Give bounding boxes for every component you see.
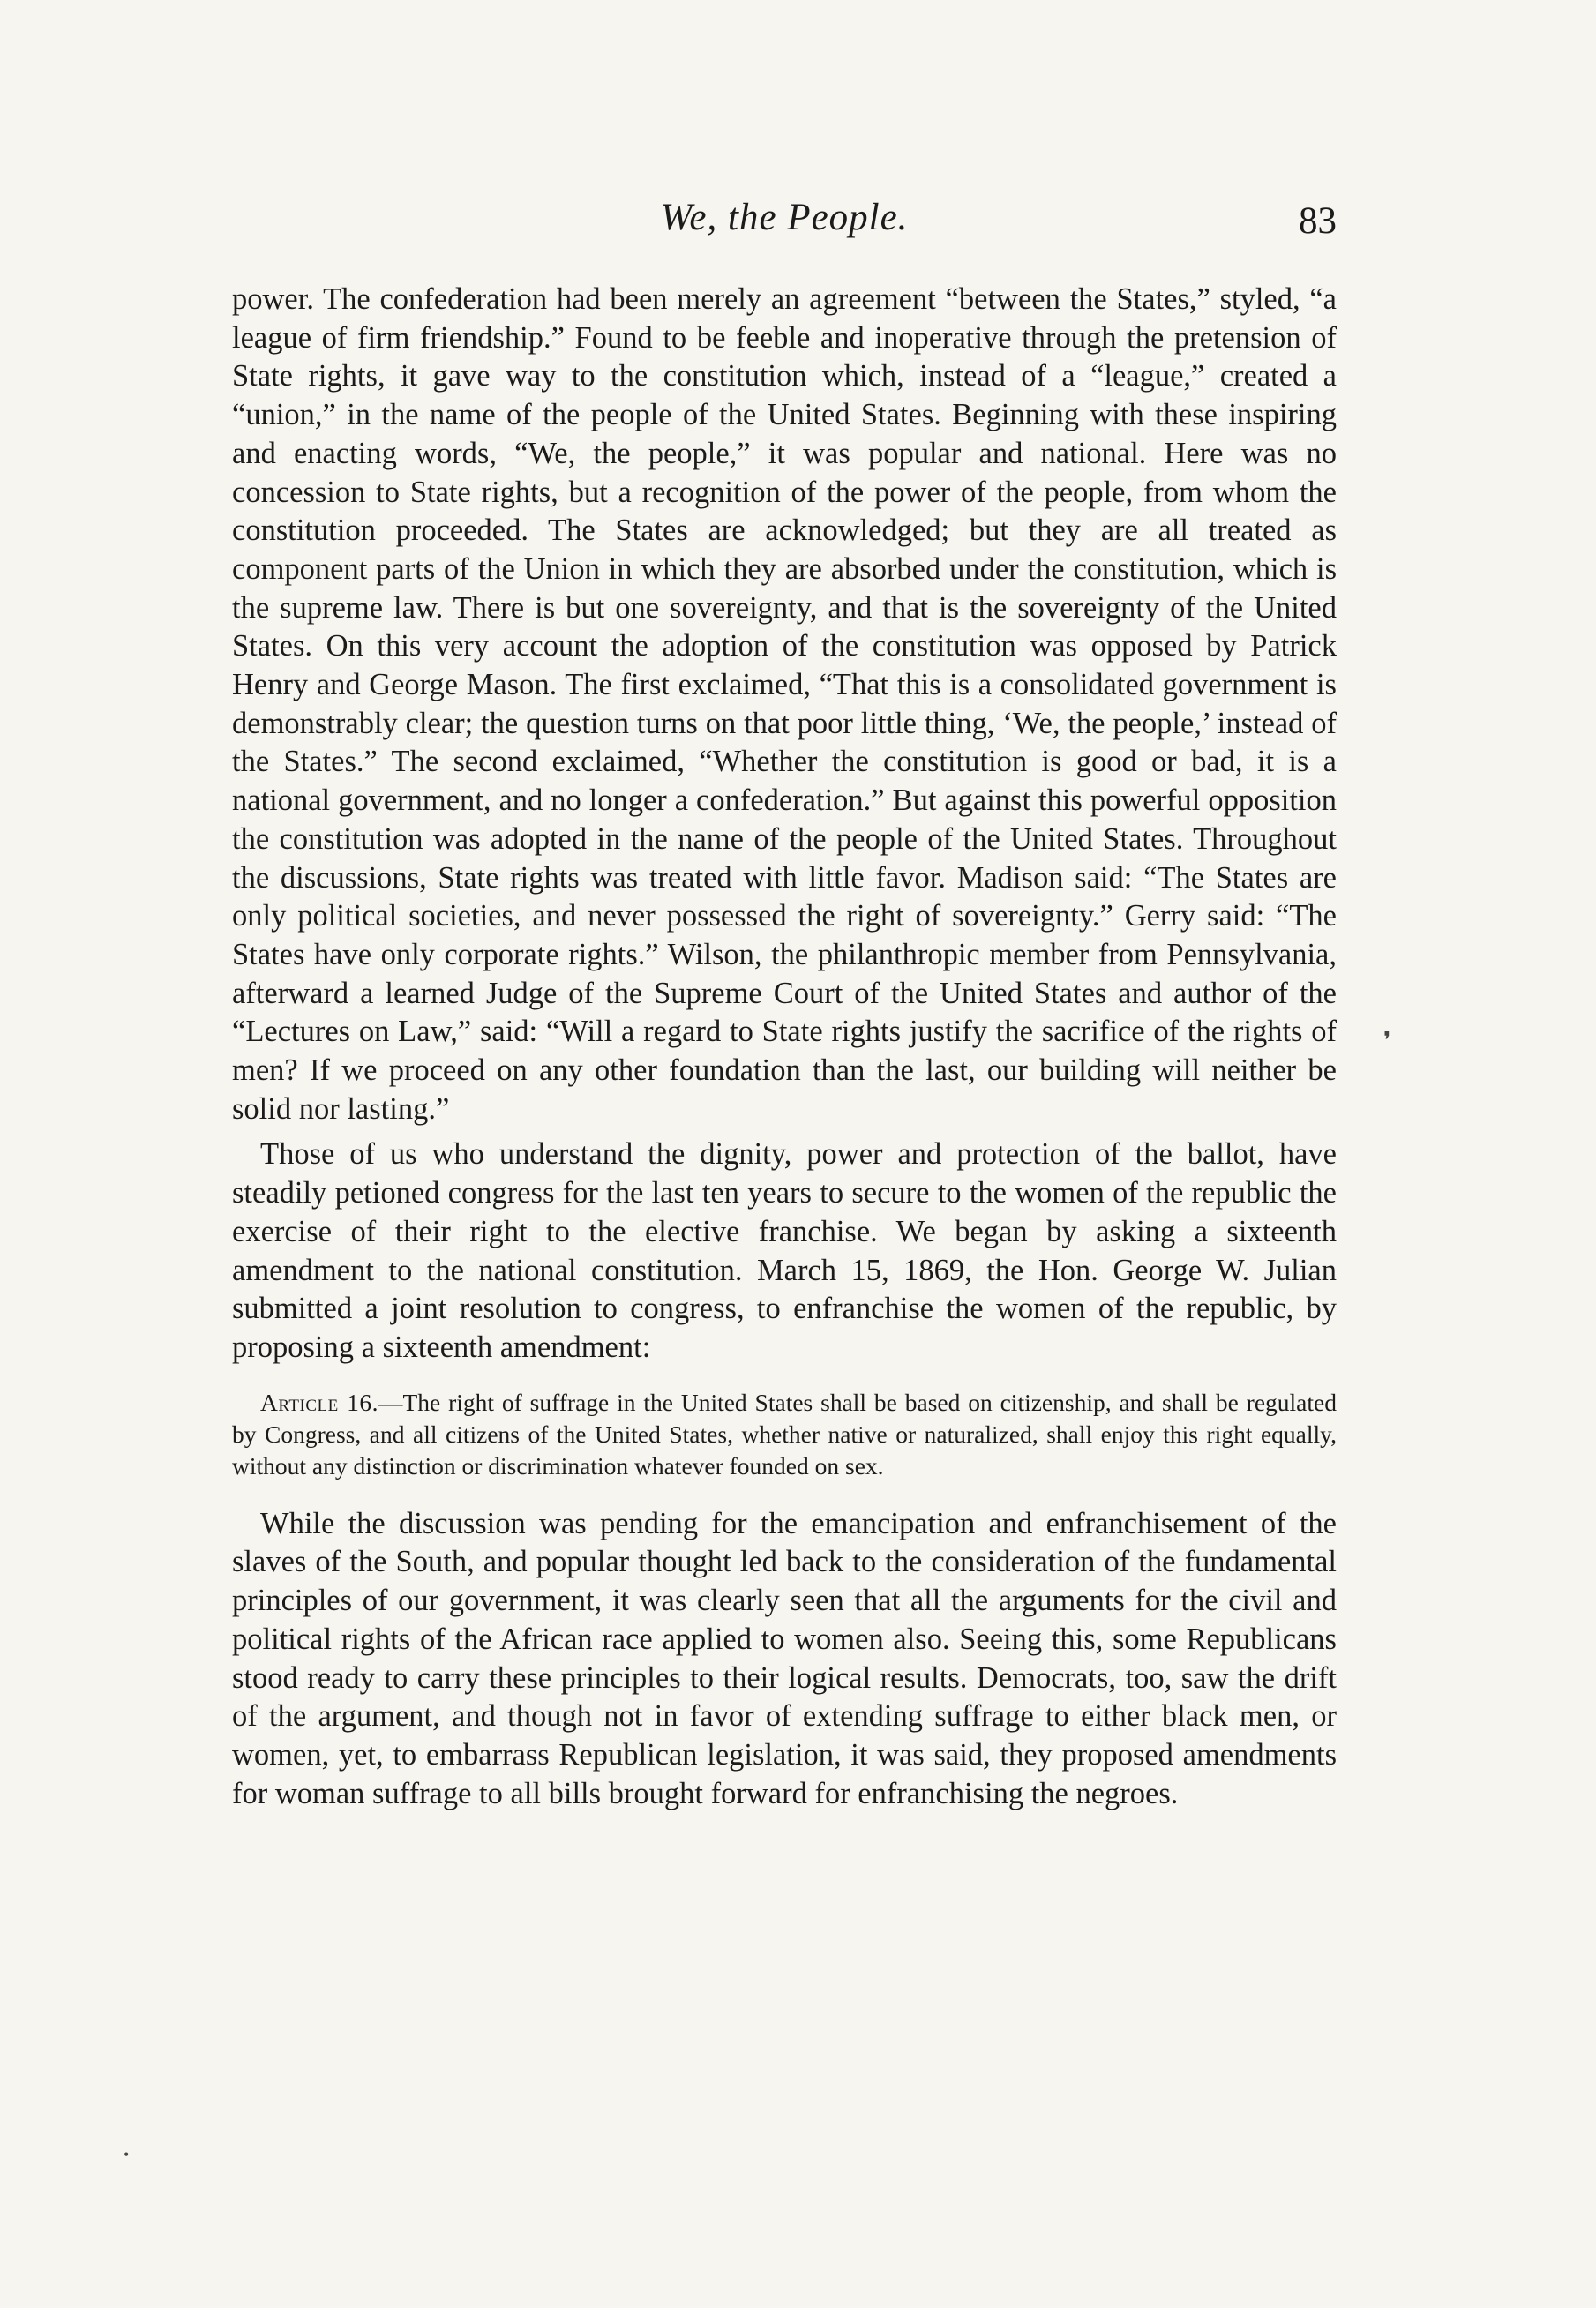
paragraph-discussion: While the discussion was pending for the emancipation and enfranchisement of the slaves of the South, and popular thought led back to the consideration of the fundamental principles of our government, it was clearly seen that all the arguments for the civil and political rights of the African race applied to women also. Seeing this, some Republicans stood ready to carry these principles to their logical results. Democrats, too, saw the drift of the argument, and though not in favor of extending suffrage to either black men, or women, yet, to embarrass Republican legislation, it was said, they proposed amendments for woman suffrage to all bills brought forward for enfranchising the negroes. xyxy=(232,1506,1337,1810)
paragraph-ballot: Those of us who understand the dignity, power and protection of the ballot, have steadily petioned congress for the last ten years to secure to the women of the republic the exercise of their right to the elective franchise. We began by asking a sixteenth amendment to the national constitution. March 15, 1869, the Hon. George W. Julian submitted a joint resolution to congress, to enfranchise the women of the republic, by proposing a sixteenth amendment: xyxy=(232,1137,1337,1364)
running-title: We, the People. xyxy=(660,197,909,238)
article-text: —The right of suffrage in the United States shall be based on citizenship, and shall be regulated by Congress, and all citizens of the United States, whether native or naturalized, shall enjoy this right equally, without any distinction or discrimination whatever founded on sex. xyxy=(232,1388,1337,1480)
page-header xyxy=(232,196,1337,258)
body-text xyxy=(232,281,1337,1813)
article-label: Article 16. xyxy=(260,1388,378,1416)
page-number: 83 xyxy=(1299,200,1337,242)
margin-speck: ❜ xyxy=(1383,1028,1391,1053)
paragraph-continued: power. The confederation had been merely an agreement “between the States,” styled, “a league of firm friendship.” Found to be feeble and inoperative through the pretension of State rights, it gave way to the constitution which, instead of a “league,” created a “union,” in the name of the people of the United States. Beginning with these inspiring and enacting words, “We, the people,” it was popular and national. Here was no concession to State rights, but a recognition of the power of the people, from whom the constitution proceeded. The States are acknowledged; but they are all treated as component parts of the Union in which they are absorbed under the constitution, which is the supreme law. There is but one sovereignty, and that is the sovereignty of the United States. On this very account the adoption of the constitution was opposed by Patrick Henry and George Mason. The first exclaimed, “That this is a consolidated government is demonstrably clear; the question turns on that poor little thing, ‘We, the people,’ instead of the States.” The second exclaimed, “Whether the constitution is good or bad, it is a national government, and no longer a confederation.” But against this powerful opposition the constitution was adopted in the name of the people of the United States. Throughout the discussions, State rights was treated with little favor. Madison said: “The States are only political societies, and never possessed the right of sovereignty.” Gerry said: “The States have only corporate rights.” Wilson, the philanthropic member from Pennsylvania, afterward a learned Judge of the Supreme Court of the United States and author of the “Lectures on Law,” said: “Will a regard to State rights justify the sacrifice of the rights of men? If we proceed on any other foundation than the last, our building will neither be solid nor lasting.” xyxy=(232,282,1337,1126)
article-quote xyxy=(232,1387,1337,1482)
margin-dot: • xyxy=(124,2146,130,2163)
